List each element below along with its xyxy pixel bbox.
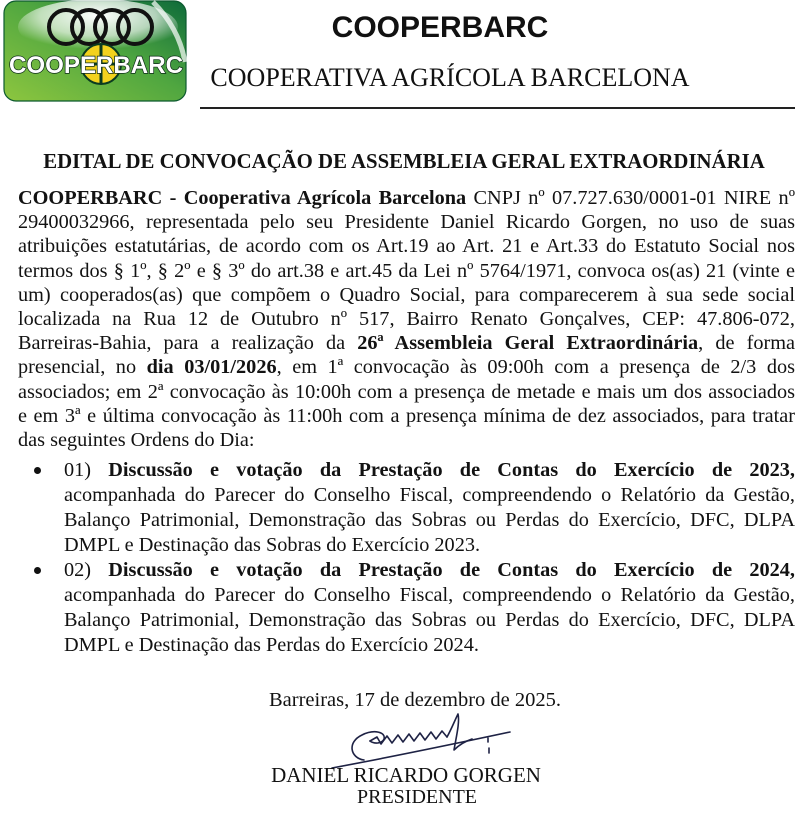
- paragraph-line: [18, 186, 795, 210]
- bullet-icon: [34, 567, 41, 574]
- agenda-item-line: Balanço Patrimonial, Demonstração das Sobras ou Perdas do Exercício, DFC, DLPA: [64, 509, 795, 531]
- paragraph-text: CNPJ nº 07.727.630/0001-01 NIRE nº: [473, 187, 795, 209]
- agenda-list: [0, 458, 800, 658]
- agenda-item-line: [64, 558, 795, 583]
- cooperative-legal-name: COOPERBARC - Cooperativa Agrícola Barcelona: [18, 187, 467, 209]
- paragraph-line: [18, 283, 795, 307]
- paragraph-text: localizada na Rua 12 de Outubro nº 517, Bairro Renato Gonçalves, CEP: 47.806-072,: [18, 308, 795, 331]
- bullet-icon: [34, 467, 41, 474]
- paragraph-text: , em 1ª convocação às 09:00h com a presença de 2/3 dos: [276, 356, 795, 379]
- paragraph-line: [18, 259, 795, 283]
- signer-role: PRESIDENTE: [357, 786, 477, 808]
- paragraph-line: [18, 210, 795, 234]
- agenda-item-line: DMPL e Destinação das Sobras do Exercício 2023.: [64, 534, 481, 556]
- document-title: EDITAL DE CONVOCAÇÃO DE ASSEMBLEIA GERAL EXTRAORDINÁRIA: [43, 150, 765, 173]
- place-and-date: Barreiras, 17 de dezembro de 2025.: [268, 689, 561, 711]
- paragraph-line: [18, 307, 795, 331]
- brand-name: COOPERBARC: [331, 11, 549, 44]
- header-divider: [200, 107, 795, 109]
- agenda-item-line: Balanço Patrimonial, Demonstração das Sobras ou Perdas do Exercício, DFC, DLPA: [64, 609, 795, 631]
- signature-dots: [488, 738, 489, 753]
- signature-stroke: [352, 732, 384, 760]
- agenda-item-heading: Discussão e votação da Prestação de Contas do Exercício de 2024,: [108, 559, 796, 581]
- convocation-paragraph: [18, 186, 795, 452]
- paragraph-text: das seguintes Ordens do Dia:: [18, 429, 255, 452]
- paragraph-text: 29400032966, representada pelo seu Presidente Daniel Ricardo Gorgen, no uso de suas: [18, 211, 795, 234]
- paragraph-text: atribuições estatutárias, de acordo com os Art.19 ao Art. 21 e Art.33 do Estatuto Social nos: [18, 235, 795, 258]
- agenda-item-line: DMPL e Destinação das Perdas do Exercício 2024.: [64, 634, 479, 656]
- meeting-date: dia 03/01/2026: [146, 356, 277, 379]
- paragraph-text: associados; em 2ª convocação às 10:00h com a presença de metade e mais um dos associados: [18, 380, 795, 403]
- cooperative-full-name: COOPERATIVA AGRÍCOLA BARCELONA: [210, 63, 690, 92]
- paragraph-text: um) cooperados(as) que compõem o Quadro Social, para comparecerem à sua sede social: [18, 283, 795, 306]
- paragraph-text: e em 3ª e última convocação às 11:00h com a presença mínima de dez associados, para tratar: [18, 404, 795, 427]
- logo-wordmark: COOPERBARC: [9, 52, 183, 79]
- paragraph-line: [18, 331, 795, 355]
- paragraph-text: , de forma: [698, 332, 796, 355]
- agenda-item-text: [64, 458, 795, 558]
- paragraph-line: [18, 428, 795, 452]
- agenda-item-line: [64, 458, 795, 483]
- paragraph-line: [18, 234, 795, 258]
- paragraph-text: presencial, no: [18, 356, 137, 379]
- agenda-item-text: [64, 558, 795, 658]
- agenda-item-line: acompanhada do Parecer do Conselho Fiscal, compreendendo o Relatório da Gestão,: [64, 584, 795, 606]
- agenda-item: [0, 458, 800, 558]
- cooperbarc-logo: [3, 0, 187, 103]
- agenda-item-number: 01): [64, 459, 92, 481]
- agenda-item-line: acompanhada do Parecer do Conselho Fiscal, compreendendo o Relatório da Gestão,: [64, 484, 795, 506]
- signer-name: DANIEL RICARDO GORGEN: [271, 763, 541, 787]
- paragraph-text: Barreiras-Bahia, para a realização da: [18, 332, 346, 355]
- agenda-item: [0, 558, 800, 658]
- paragraph-line: [18, 404, 795, 428]
- assembly-name: 26ª Assembleia Geral Extraordinária: [357, 332, 699, 355]
- paragraph-line: [18, 380, 795, 404]
- paragraph-line: [18, 355, 795, 379]
- agenda-item-number: 02): [64, 559, 92, 581]
- agenda-item-heading: Discussão e votação da Prestação de Contas do Exercício de 2023,: [108, 459, 796, 481]
- paragraph-text: termos dos § 1º, § 2º e § 3º do art.38 e art.45 da Lei nº 5764/1971, convoca os(as) 21 (vinte e: [18, 259, 795, 282]
